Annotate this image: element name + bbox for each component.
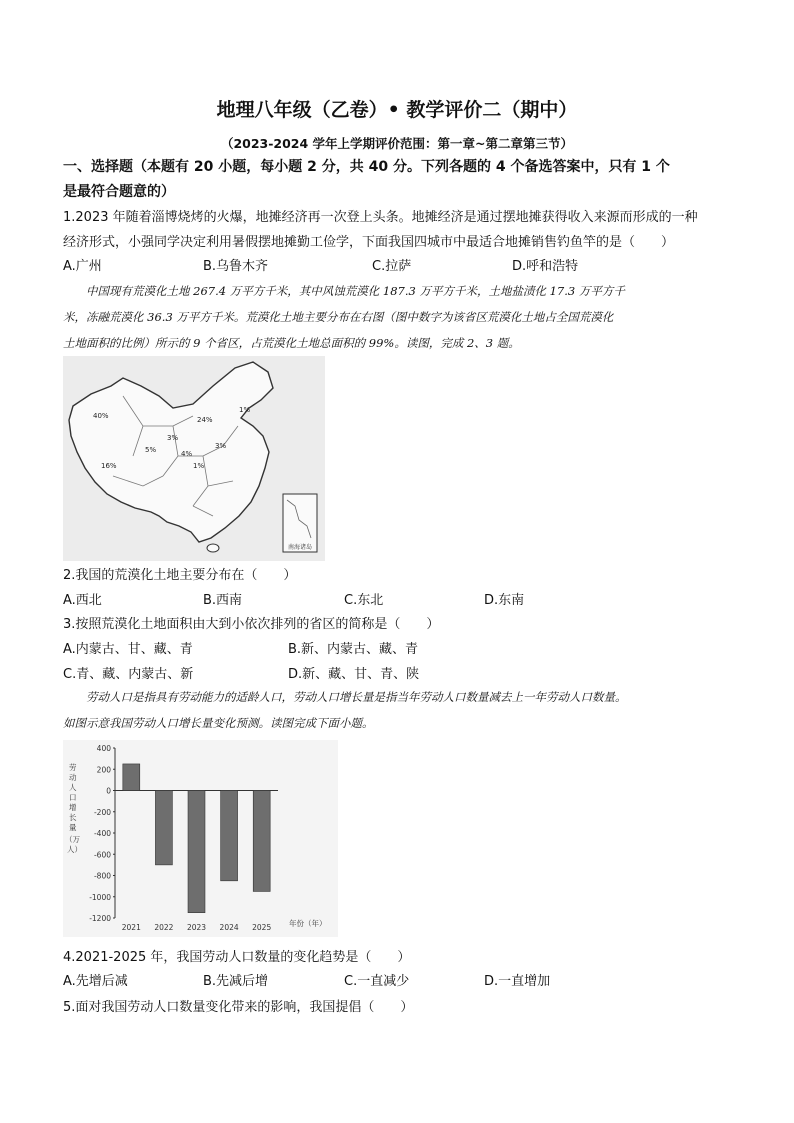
passage2-line2: 如图示意我国劳动人口增长量变化预测。读图完成下面小题。 (63, 716, 374, 730)
q3-option-a: A.内蒙古、甘、藏、青 (63, 642, 193, 657)
y-tick-label: -1000 (89, 892, 111, 902)
map-label-hebei: 3% (215, 442, 227, 450)
y-tick-label: -400 (93, 829, 111, 838)
y-tick-label: -1200 (89, 914, 111, 923)
q4-option-a: A.先增后减 (63, 974, 128, 989)
chart-svg (63, 740, 338, 937)
q1-option-c: C.拉萨 (372, 259, 412, 274)
passage1-line3: 土地面积的比例）所示的 9 个省区，占荒漠化土地总面积的 99%。读图，完成 2、3 题。 (63, 336, 520, 350)
q4-option-d: D.一直增加 (484, 974, 551, 989)
x-tick-label: 2024 (219, 923, 239, 932)
q2-stem: 2.我国的荒漠化土地主要分布在（ ） (63, 568, 297, 583)
map-label-tibet: 16% (101, 462, 117, 470)
map-label-gansu: 3% (167, 434, 179, 442)
page-subtitle: （2023-2024 学年上学期评价范围：第一章~第二章第三节） (220, 136, 574, 151)
bar-2023 (188, 791, 205, 913)
x-tick-label: 2022 (154, 923, 174, 932)
q2-option-d: D.东南 (484, 593, 525, 608)
bar-2021 (123, 764, 140, 791)
q5-stem: 5.面对我国劳动人口数量变化带来的影响，我国提倡（ ） (63, 1000, 414, 1015)
x-axis-label: 年份（年） (289, 919, 327, 928)
china-map-svg (63, 356, 325, 561)
china-outline (69, 362, 273, 542)
y-tick-label: 0 (106, 786, 111, 796)
inset-label: 南海诸岛 (287, 544, 313, 551)
bar-2022 (155, 791, 172, 865)
q1-stem-line1: 1.2023 年随着淄博烧烤的火爆，地摊经济再一次登上头条。地摊经济是通过摆地摊获得收入来源而形成的一种 (63, 210, 698, 225)
map-label-jilin: 1% (239, 406, 251, 414)
section-heading-line2: 是最符合题意的） (63, 184, 175, 200)
map-label-qinghai: 5% (145, 446, 157, 454)
x-tick-label: 2023 (186, 923, 207, 932)
page-title: 地理八年级（乙卷）• 教学评价二（期中） (216, 99, 578, 121)
x-tick-label: 2021 (121, 923, 141, 932)
y-tick-label: 200 (96, 765, 111, 775)
q1-stem-line2: 经济形式，小强同学决定利用暑假摆地摊勤工俭学，下面我国四城市中最适合地摊销售钓鱼竿的是（ ） (63, 235, 675, 250)
y-tick-label: -200 (93, 807, 111, 817)
q4-option-c: C.一直减少 (344, 974, 410, 989)
q1-option-b: B.乌鲁木齐 (203, 259, 269, 274)
x-tick-label: 2025 (252, 923, 272, 932)
passage1-line2: 米，冻融荒漠化 36.3 万平方千米。荒漠化土地主要分布在右图（图中数字为该省区荒漠化土地占全国荒漠化 (63, 310, 614, 324)
q2-option-b: B.西南 (203, 593, 243, 608)
q2-option-a: A.西北 (63, 593, 102, 608)
q2-option-c: C.东北 (344, 593, 384, 608)
labor-growth-chart (63, 740, 338, 937)
map-label-xinjiang: 40% (93, 412, 109, 420)
map-label-ningxia: 4% (181, 450, 193, 458)
china-desertification-map (63, 356, 325, 561)
y-tick-label: -800 (93, 871, 111, 881)
y-tick-label: -600 (93, 850, 111, 860)
map-label-shaanxi: 1% (193, 462, 205, 470)
q1-option-d: D.呼和浩特 (512, 259, 579, 274)
q3-option-d: D.新、藏、甘、青、陕 (288, 667, 420, 682)
q4-stem: 4.2021-2025 年，我国劳动人口数量的变化趋势是（ ） (63, 950, 411, 965)
map-label-inner-mongolia: 24% (197, 416, 213, 424)
q1-option-a: A.广州 (63, 259, 102, 274)
q4-option-b: B.先减后增 (203, 974, 269, 989)
q3-stem: 3.按照荒漠化土地面积由大到小依次排列的省区的简称是（ ） (63, 617, 440, 632)
hainan-island (207, 544, 219, 552)
y-axis-label: 劳动人口增长量（万人） (65, 763, 82, 854)
q3-option-b: B.新、内蒙古、藏、青 (288, 642, 419, 657)
q3-option-c: C.青、藏、内蒙古、新 (63, 667, 194, 682)
bar-2025 (253, 791, 270, 892)
section-heading-line1: 一、选择题（本题有 20 小题，每小题 2 分，共 40 分。下列各题的 4 个备选答案中，只有 1 个 (63, 159, 670, 175)
y-tick-label: 400 (96, 744, 111, 753)
passage1-line1: 中国现有荒漠化土地 267.4 万平方千米，其中风蚀荒漠化 187.3 万平方千米，土地盐渍化 17.3 万平方千 (86, 284, 625, 298)
bar-2024 (221, 791, 238, 881)
passage2-line1: 劳动人口是指具有劳动能力的适龄人口，劳动人口增长量是指当年劳动人口数量减去上一年劳动人口数量。 (86, 690, 627, 704)
